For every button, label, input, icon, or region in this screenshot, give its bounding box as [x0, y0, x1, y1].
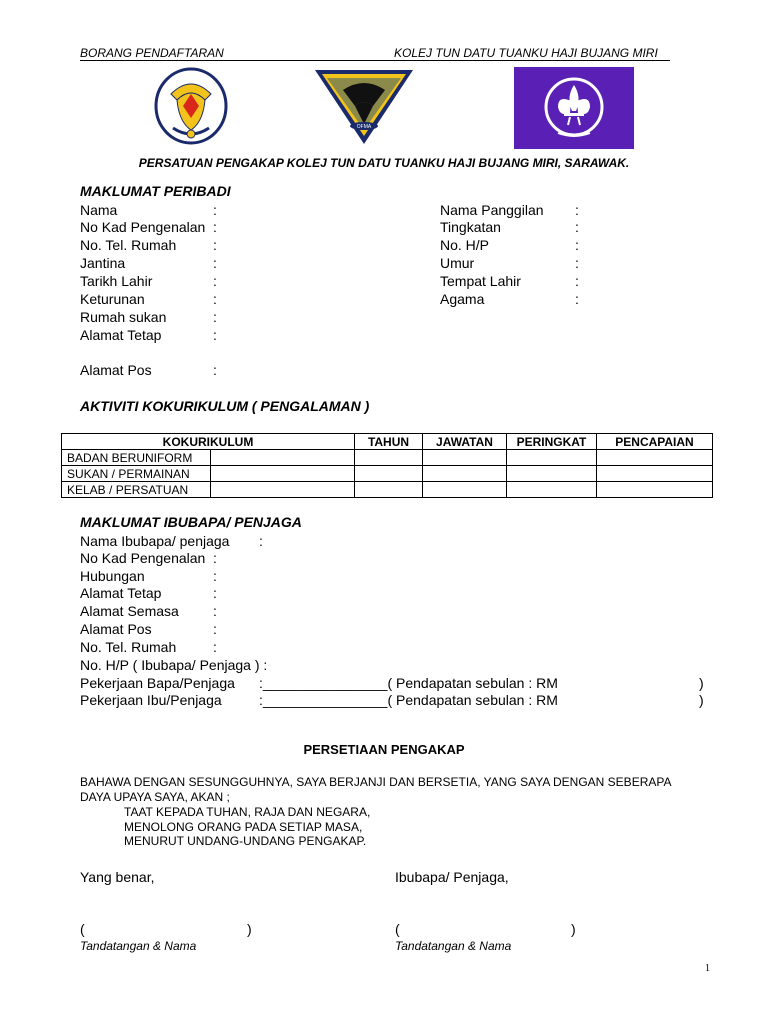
- field-label: Rumah sukan: [80, 309, 167, 325]
- organisation-title: PERSATUAN PENGAKAP KOLEJ TUN DATU TUANKU HAJI BUJANG MIRI, SARAWAK.: [138, 156, 630, 170]
- row-label: BADAN BERUNIFORM: [62, 450, 211, 466]
- signature-left-heading: Yang benar,: [80, 869, 155, 885]
- row-label: KELAB / PERSATUAN: [62, 482, 211, 498]
- field-label: No. H/P ( Ibubapa/ Penjaga ) :: [80, 657, 268, 673]
- field-label: No Kad Pengenalan: [80, 219, 206, 235]
- field-colon: :: [575, 291, 579, 307]
- job-label: Pekerjaan Ibu/Penjaga: [80, 692, 222, 708]
- field-colon: :: [213, 621, 217, 637]
- field-colon: :: [259, 533, 263, 549]
- job-label: Pekerjaan Bapa/Penjaga: [80, 675, 235, 691]
- agreement-line: BAHAWA DENGAN SESUNGGUHNYA, SAYA BERJANJI DAN BERSETIA, YANG SAYA DENGAN SEBERAPA: [80, 775, 672, 789]
- field-colon: :: [213, 362, 217, 378]
- field-colon: :: [213, 219, 217, 235]
- table-cell[interactable]: [597, 466, 713, 482]
- job-close-paren: ): [699, 675, 704, 691]
- field-colon: :: [213, 237, 217, 253]
- agreement-item: TAAT KEPADA TUHAN, RAJA DAN NEGARA,: [124, 805, 371, 819]
- signature-caption: Tandatangan & Nama: [80, 939, 197, 953]
- field-label: Alamat Pos: [80, 362, 152, 378]
- field-label: No. Tel. Rumah: [80, 237, 177, 253]
- field-label: Tarikh Lahir: [80, 273, 153, 289]
- field-label: Alamat Tetap: [80, 327, 162, 343]
- field-colon: :: [213, 639, 217, 655]
- field-colon: :: [213, 327, 217, 343]
- cocurricular-section-title: AKTIVITI KOKURIKULUM ( PENGALAMAN ): [80, 398, 370, 414]
- table-cell[interactable]: [210, 450, 354, 466]
- field-colon: :: [213, 550, 217, 566]
- field-colon: :: [213, 273, 217, 289]
- personal-section-title: MAKLUMAT PERIBADI: [80, 183, 231, 199]
- table-cell[interactable]: [597, 482, 713, 498]
- parent-section-title: MAKLUMAT IBUBAPA/ PENJAGA: [80, 514, 302, 530]
- field-colon: :: [213, 291, 217, 307]
- field-label: Nama Panggilan: [440, 202, 544, 218]
- field-colon: :: [575, 219, 579, 235]
- field-colon: :: [213, 202, 217, 218]
- table-cell[interactable]: [210, 466, 354, 482]
- field-label: No. Tel. Rumah: [80, 639, 177, 655]
- table-cell[interactable]: [423, 466, 507, 482]
- row-label: SUKAN / PERMAINAN: [62, 466, 211, 482]
- header-right: KOLEJ TUN DATU TUANKU HAJI BUJANG MIRI: [394, 46, 658, 60]
- field-label: Tingkatan: [440, 219, 501, 235]
- column-header: KOKURIKULUM: [62, 434, 355, 450]
- job-blank: :________________( Pendapatan sebulan : RM: [259, 692, 558, 708]
- field-colon: :: [213, 603, 217, 619]
- field-label: Keturunan: [80, 291, 145, 307]
- field-label: No. H/P: [440, 237, 490, 253]
- header-rule: [80, 60, 670, 61]
- table-row: [62, 482, 713, 498]
- field-colon: :: [575, 255, 579, 271]
- agreement-item: MENOLONG ORANG PADA SETIAP MASA,: [124, 820, 363, 834]
- field-label: Tempat Lahir: [440, 273, 521, 289]
- table-cell[interactable]: [355, 466, 423, 482]
- signature-right-heading: Ibubapa/ Penjaga,: [395, 869, 509, 885]
- signature-caption: Tandatangan & Nama: [395, 939, 512, 953]
- field-colon: :: [575, 202, 579, 218]
- column-header: PERINGKAT: [507, 434, 597, 450]
- signature-close-paren: ): [247, 921, 252, 937]
- signature-open-paren: (: [395, 921, 400, 937]
- column-header: PENCAPAIAN: [597, 434, 713, 450]
- field-colon: :: [213, 568, 217, 584]
- job-close-paren: ): [699, 692, 704, 708]
- table-cell[interactable]: [355, 450, 423, 466]
- ofma-emblem-logo: [313, 68, 415, 146]
- field-colon: :: [213, 585, 217, 601]
- header-left: BORANG PENDAFTARAN: [80, 46, 224, 60]
- field-label: Alamat Semasa: [80, 603, 179, 619]
- table-header-row: [62, 434, 713, 450]
- field-colon: :: [213, 309, 217, 325]
- table-cell[interactable]: [507, 450, 597, 466]
- field-colon: :: [575, 237, 579, 253]
- table-cell[interactable]: [210, 482, 354, 498]
- field-label: Hubungan: [80, 568, 145, 584]
- job-blank: :________________( Pendapatan sebulan : RM: [259, 675, 558, 691]
- agreement-item: MENURUT UNDANG-UNDANG PENGAKAP.: [124, 834, 367, 848]
- field-label: Jantina: [80, 255, 126, 271]
- cocurricular-table: [61, 433, 713, 498]
- column-header: TAHUN: [355, 434, 423, 450]
- field-label: Alamat Pos: [80, 621, 152, 637]
- field-colon: :: [213, 255, 217, 271]
- table-row: [62, 466, 713, 482]
- table-row: [62, 450, 713, 466]
- field-label: Umur: [440, 255, 475, 271]
- column-header: JAWATAN: [423, 434, 507, 450]
- scout-badge-logo: [153, 66, 229, 146]
- table-cell[interactable]: [597, 450, 713, 466]
- page-number: 1: [705, 963, 710, 974]
- field-label: Alamat Tetap: [80, 585, 162, 601]
- agreement-title: PERSETIAAN PENGAKAP: [303, 742, 465, 757]
- table-cell[interactable]: [423, 450, 507, 466]
- field-label: Nama: [80, 202, 118, 218]
- field-colon: :: [575, 273, 579, 289]
- table-cell[interactable]: [507, 466, 597, 482]
- world-scout-flag-logo: [514, 67, 634, 149]
- field-label: No Kad Pengenalan: [80, 550, 206, 566]
- field-label: Agama: [440, 291, 485, 307]
- field-label: Nama Ibubapa/ penjaga: [80, 533, 230, 549]
- table-cell[interactable]: [355, 482, 423, 498]
- table-cell[interactable]: [423, 482, 507, 498]
- table-cell[interactable]: [507, 482, 597, 498]
- agreement-line: DAYA UPAYA SAYA, AKAN ;: [80, 790, 230, 804]
- signature-open-paren: (: [80, 921, 85, 937]
- signature-close-paren: ): [571, 921, 576, 937]
- ofma-logo-text: OFMA: [356, 124, 372, 130]
